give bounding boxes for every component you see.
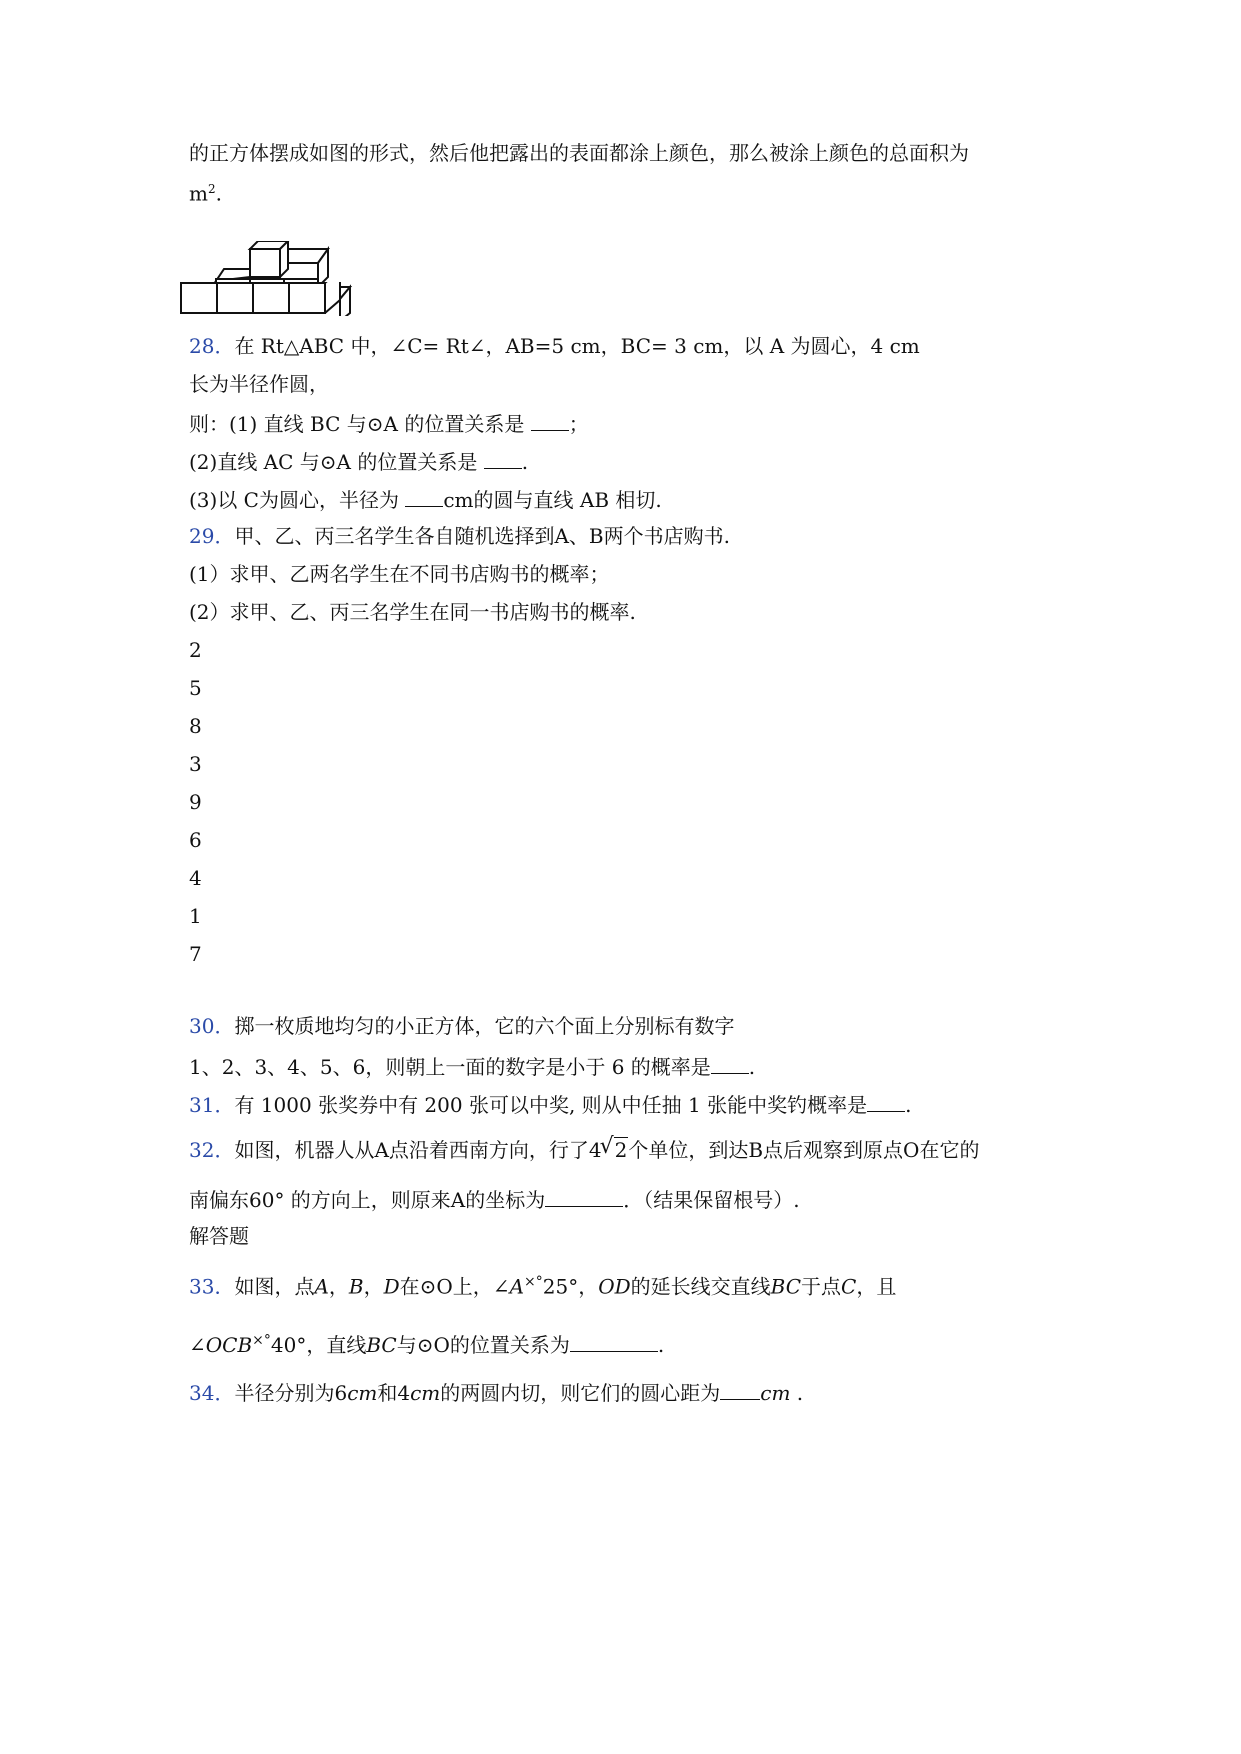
q33-text6: ，且	[856, 1274, 897, 1299]
digit-item: 7	[189, 942, 202, 966]
q28-part3	[189, 488, 662, 510]
q33-glyph-mark-1: ×°	[524, 1274, 543, 1290]
q33-od: OD	[598, 1274, 631, 1299]
q34-end: .	[796, 1381, 804, 1405]
q31-blank[interactable]	[867, 1093, 905, 1112]
q33-text5: 于点	[801, 1274, 842, 1299]
q28-part2	[189, 450, 528, 472]
q34-line	[189, 1381, 803, 1403]
q32-line2	[189, 1188, 800, 1210]
q31-text: 有 1000 张奖券中有 200 张可以中奖, 则从中任抽 1 张能中奖钓概率是	[234, 1093, 868, 1117]
top-cube-front-face	[250, 249, 280, 277]
q28-part3-end: cm的圆与直线 AB 相切.	[443, 488, 662, 512]
q33-text7: ，直线	[306, 1333, 367, 1357]
q30-text: 掷一枚质地均匀的小正方体，它的六个面上分别标有数字	[234, 1014, 735, 1038]
q32-radicand: 2	[614, 1138, 628, 1162]
q32-text1: 如图，机器人从A点沿着西南方向，行了4	[234, 1138, 602, 1162]
q33-point-b: B	[348, 1274, 364, 1299]
bottom-cube-3-front	[253, 283, 289, 313]
q33-glyph-mark-2: ×°	[252, 1332, 271, 1349]
top-cube-side-face	[280, 241, 288, 277]
q29-part1: (1）求甲、乙两名学生在不同书店购书的概率；	[189, 562, 610, 586]
q34-unit-2: cm	[410, 1381, 441, 1405]
q33-degree-1: °	[568, 1274, 579, 1299]
q32-sqrt	[602, 1140, 629, 1160]
q28-part3-blank[interactable]	[405, 488, 443, 507]
q33-point-d: D	[383, 1274, 400, 1299]
q33-bc-2: BC	[366, 1333, 397, 1357]
q27-unit	[189, 183, 222, 204]
q27-unit-exponent: 2	[207, 182, 216, 196]
q28-part2-end: .	[521, 450, 529, 474]
section-title: 解答题	[189, 1224, 249, 1248]
q28-part1-end: ；	[568, 412, 589, 436]
q33-line1	[189, 1275, 896, 1297]
q29-number: 29．	[189, 524, 235, 548]
q33-line2	[189, 1333, 664, 1355]
bottom-cube-4-front	[289, 283, 325, 313]
q30-end: .	[748, 1055, 756, 1079]
q33-text1: 如图，点	[234, 1274, 315, 1299]
q27-unit-end: .	[215, 181, 222, 206]
q33-value-40: 40	[270, 1333, 297, 1357]
q29-text: 甲、乙、丙三名学生各自随机选择到A、B两个书店购书.	[234, 524, 730, 548]
q28-line1	[189, 336, 920, 356]
q28-part2-blank[interactable]	[484, 450, 522, 469]
q32-blank[interactable]	[545, 1188, 623, 1207]
q27-unit-base: m	[189, 181, 208, 206]
q31-line	[189, 1093, 911, 1115]
q33-degree-2: °	[296, 1333, 307, 1357]
q28-part2-text: (2)直线 AC 与⊙A 的位置关系是	[189, 450, 478, 474]
q28-part1-blank[interactable]	[531, 412, 569, 431]
q33-bc: BC	[770, 1274, 802, 1299]
q34-text2: 和4	[377, 1381, 411, 1405]
bottom-cube-4-side	[325, 282, 340, 313]
q27-line1: 的正方体摆成如图的形式，然后他把露出的表面都涂上颜色，那么被涂上颜色的总面积为	[189, 141, 969, 165]
q28-number: 28．	[189, 334, 235, 358]
q32-line2-text: 南偏东60° 的方向上，则原来A的坐标为	[189, 1188, 546, 1212]
digit-item: 3	[189, 752, 202, 776]
q32-line1	[189, 1140, 979, 1160]
q29-part2: (2）求甲、乙、丙三名学生在同一书店购书的概率.	[189, 600, 636, 624]
q33-point-c: C	[841, 1274, 857, 1299]
q31-number: 31．	[189, 1093, 235, 1117]
q33-point-a: A	[314, 1274, 329, 1299]
q28-part3-text: (3)以 C为圆心，半径为	[189, 488, 399, 512]
q28-part1-text: 则：(1) 直线 BC 与⊙A 的位置关系是	[189, 412, 525, 436]
q34-text1: 半径分别为6	[234, 1381, 348, 1405]
q33-text2: 在⊙O上，	[399, 1274, 493, 1299]
bottom-cube-2-front	[217, 283, 253, 313]
q34-unit-1: cm	[347, 1381, 378, 1405]
q33-number: 33．	[189, 1274, 235, 1299]
q30-blank[interactable]	[711, 1055, 749, 1074]
q33-angle-ocb: ∠OCB	[189, 1333, 253, 1357]
q33-value-25: 25	[542, 1274, 569, 1299]
q28-line2: 长为半径作圆，	[189, 372, 329, 396]
q32-line2-end: ．（结果保留根号）.	[623, 1188, 800, 1212]
q33-sep2: ，	[363, 1274, 384, 1299]
q32-text2: 个单位，到达B点后观察到原点O在它的	[628, 1138, 980, 1162]
q34-number: 34．	[189, 1381, 235, 1405]
q30-line1	[189, 1016, 734, 1036]
q33-text8: 与⊙O的位置关系为	[396, 1333, 570, 1357]
q34-unit-3: cm	[760, 1381, 791, 1405]
q30-number: 30．	[189, 1014, 235, 1038]
q29-line1	[189, 526, 730, 546]
digit-item: 2	[189, 638, 202, 662]
q33-text4: 的延长线交直线	[630, 1274, 771, 1299]
q30-line2-text: 1、2、3、4、5、6，则朝上一面的数字是小于 6 的概率是	[189, 1055, 711, 1079]
digit-item: 4	[189, 866, 202, 890]
digit-item: 5	[189, 676, 202, 700]
digit-item: 1	[189, 904, 202, 928]
digit-item: 9	[189, 790, 202, 814]
q28-text1: 在 Rt△ABC 中，∠C= Rt∠，AB=5 cm，BC= 3 cm，以 A 为圆心，4 cm	[234, 334, 920, 358]
digit-item: 8	[189, 714, 202, 738]
digit-item: 6	[189, 828, 202, 852]
q34-text3: 的两圆内切，则它们的圆心距为	[440, 1381, 721, 1405]
q30-line2	[189, 1055, 755, 1077]
q31-end: .	[905, 1093, 912, 1117]
q33-angle-a: ∠A	[492, 1274, 525, 1299]
q33-end: .	[657, 1333, 665, 1357]
q33-sep1: ，	[328, 1274, 349, 1299]
q32-number: 32．	[189, 1138, 235, 1162]
q34-blank[interactable]	[720, 1381, 760, 1400]
q33-text3: ，	[578, 1274, 599, 1299]
q33-blank[interactable]	[570, 1333, 658, 1352]
bottom-cube-1-front	[181, 283, 217, 313]
q28-part1	[189, 412, 589, 434]
cube-pyramid-bottom-layer	[180, 282, 360, 314]
